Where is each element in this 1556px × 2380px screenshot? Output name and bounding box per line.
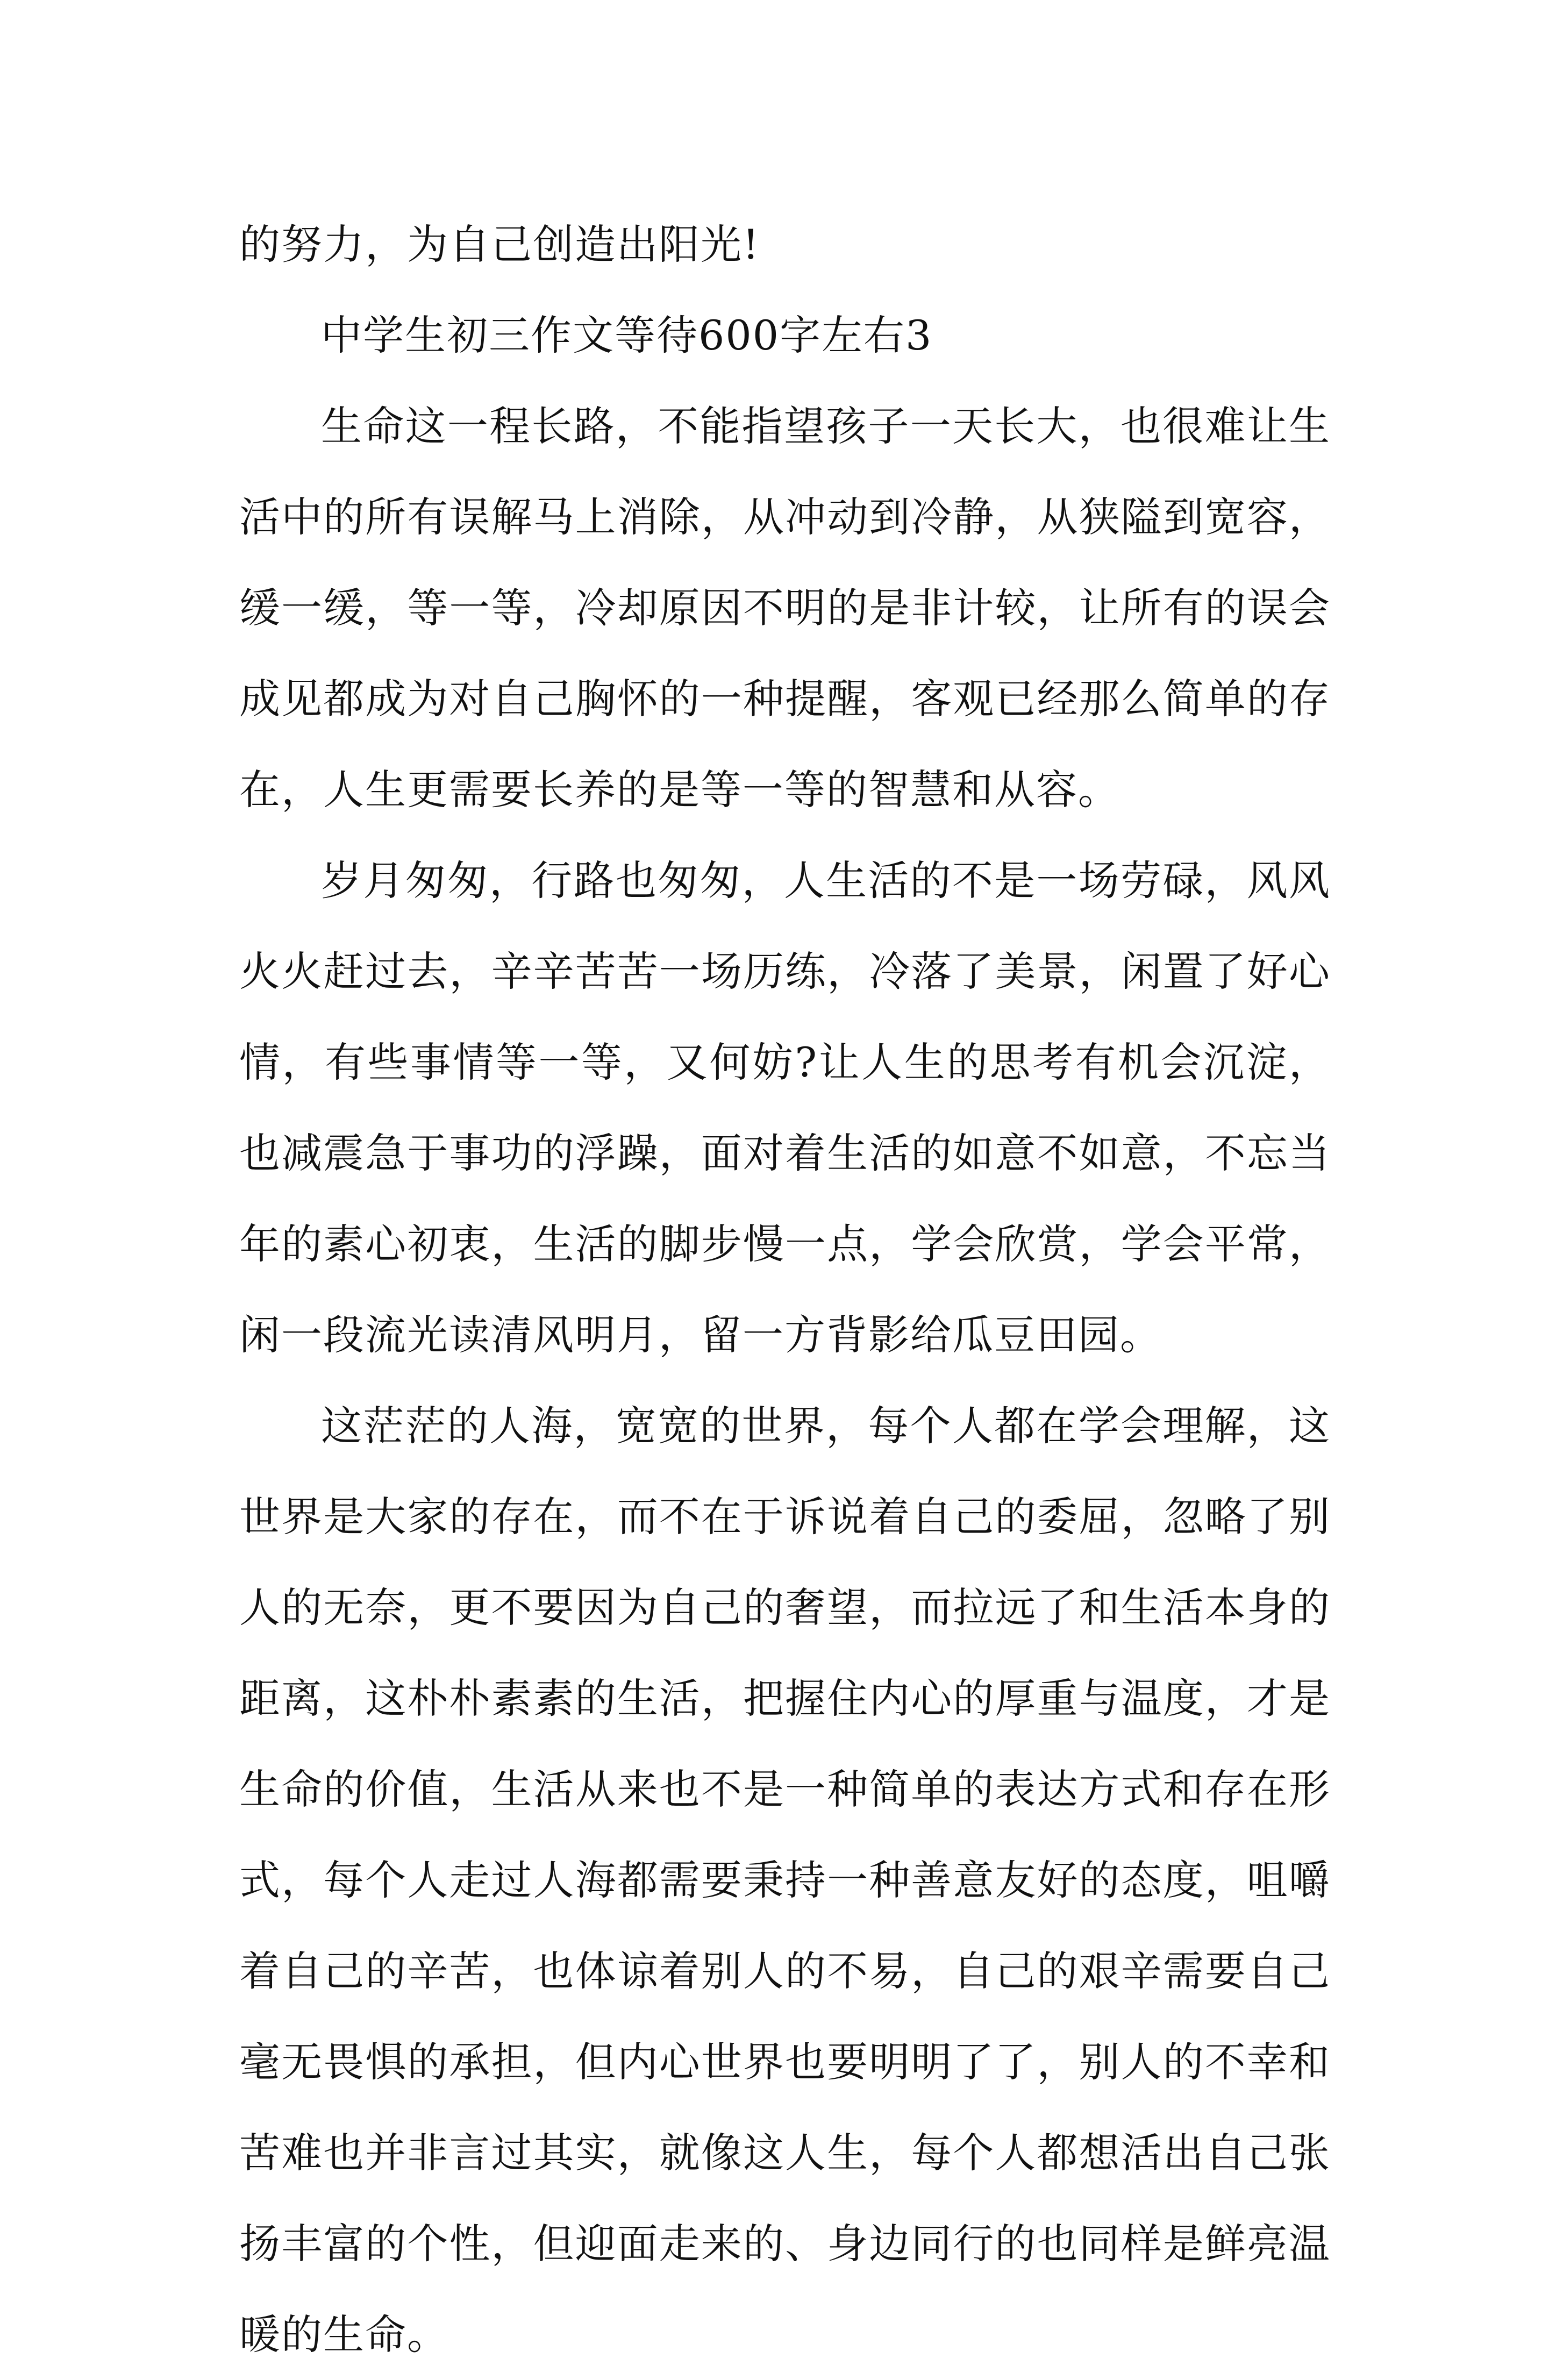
paragraph: 这茫茫的人海，宽宽的世界，每个人都在学会理解，这世界是大家的存在，而不在于诉说着自己的委屈，忽略了别人的无奈，更不要因为自己的奢望，而拉远了和生活本身的距离，这朴朴素素的生活，把握住内心的厚重与温度，才是生命的价值，生活从来也不是一种简单的表达方式和存在形式，每个人走过人海都需要秉持一种善意友好的态度，咀嚼着自己的辛苦，也体谅着别人的不易，自己的艰辛需要自己毫无畏惧的承担，但内心世界也要明明了了，别人的不幸和苦难也并非言过其实，就像这人生，每个人都想活出自己张扬丰富的个性，但迎面走来的、身边同行的也同样是鲜亮温暖的生命。 (239, 1402, 1331, 2358)
paragraph: 生命这一程长路，不能指望孩子一天长大，也很难让生活中的所有误解马上消除，从冲动到冷静，从狭隘到宽容，缓一缓，等一等，冷却原因不明的是非计较，让所有的误会成见都成为对自己胸怀的一种提醒，客观已经那么简单的存在，人生更需要长养的是等一等的智慧和从容。 (239, 402, 1331, 814)
paragraph: 岁月匆匆，行路也匆匆，人生活的不是一场劳碌，风风火火赶过去，辛辛苦苦一场历练，冷落了美景，闲置了好心情，有些事情等一等，又何妨?让人生的思考有机会沉淀，也减震急于事功的浮躁，面对着生活的如意不如意，不忘当年的素心初衷，生活的脚步慢一点，学会欣赏，学会平常，闲一段流光读清风明月，留一方背影给瓜豆田园。 (239, 857, 1331, 1359)
document-body (239, 199, 1331, 2380)
continuation-line: 的努力，为自己创造出阳光! (239, 220, 760, 268)
essay-heading: 中学生初三作文等待600字左右3 (321, 311, 933, 359)
